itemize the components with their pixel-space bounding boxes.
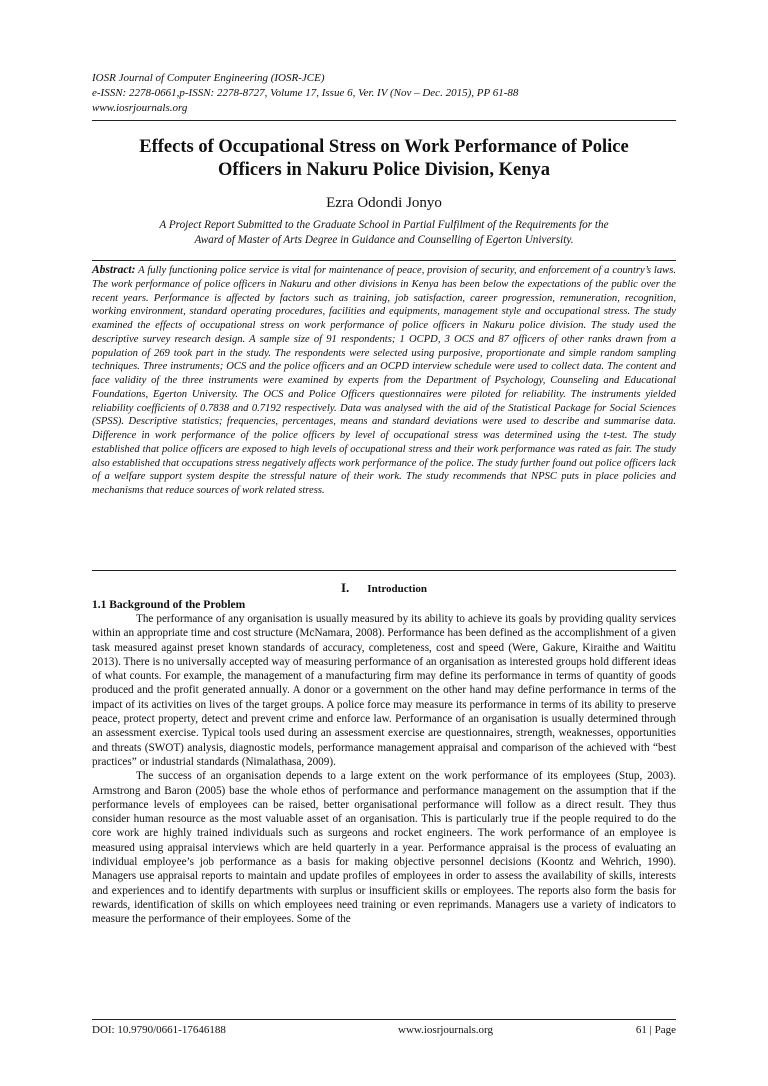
submission-line-1: A Project Report Submitted to the Graduate School in Partial Fulfilment of the Requirements for the (159, 219, 609, 231)
footer-doi: DOI: 10.9790/0661-17646188 (92, 1024, 226, 1036)
title-line-2: Officers in Nakuru Police Division, Kenya (218, 160, 550, 180)
journal-website: www.iosrjournals.org (92, 102, 188, 114)
journal-header (92, 71, 676, 116)
body-paragraph: The success of an organisation depends to a large extent on the work performance of its employees (Stup, 2003). Armstrong and Baron (2005) base the whole ethos of performance and performance management on the assumption that if the performance levels of employees can be raised, better organisational performance will follow as a direct result. They thus consider human resource as the most valuable asset of an organisation. This is particularly true if the people required to do the core work are highly trained individuals such as surgeons and rocket engineers. The work performance of an employee is measured using appraisal interviews which are held quarterly in a year. Performance appraisal is the process of evaluating an individual employee’s job performance as a basis for making objective personnel decisions (Koontz and Wehrich, 1990). Managers use appraisal reports to maintain and update profiles of employees in order to assess the availability of skills, interests and experiences and to identify departments with surplus or insufficient skills or employees. The reports also form the basis for rewards, identification of skills on which employees need training or even reprimands. Managers use a variety of indicators to measure the performance of their employees. Some of the (92, 770, 676, 926)
footer-website: www.iosrjournals.org (398, 1024, 494, 1036)
page-number: 61 | Page (635, 1024, 676, 1036)
abstract-label: Abstract: (92, 264, 136, 276)
abstract (92, 264, 676, 498)
author-name: Ezra Odondi Jonyo (326, 195, 442, 211)
subsection-heading: 1.1 Background of the Problem (92, 599, 246, 611)
submission-line-2: Award of Master of Arts Degree in Guidance and Counselling of Egerton University. (194, 234, 574, 246)
header-rule (92, 120, 676, 121)
footer-rule (92, 1019, 676, 1020)
section-heading (92, 580, 676, 597)
title-line-1: Effects of Occupational Stress on Work Performance of Police (139, 137, 629, 157)
section-number: I. (340, 580, 350, 595)
document-page (92, 0, 676, 1086)
issn-line: e-ISSN: 2278-0661,p-ISSN: 2278-8727, Volume 17, Issue 6, Ver. IV (Nov – Dec. 2015), PP 61-88 (92, 87, 519, 99)
abstract-text: A fully functioning police service is vital for maintenance of peace, provision of security, and enforcement of a country’s laws. The work performance of police officers in Nakuru and other divisions in Kenya has been below the expectations of the public over the recent years. Performance is affected by factors such as training, job satisfaction, career progression, remuneration, recognition, working environment, standard operating procedures, facilities and equipments, management style and occupational stress. The study examined the effects of occupational stress on work performance of police officers in Nakuru police division. The study used the descriptive survey research design. A sample size of 91 respondents; 1 OCPD, 3 OCS and 87 officers of other ranks drawn from a population of 269 took part in the study. The respondents were selected using purposive, proportionate and simple random sampling techniques. Three instruments; OCS and the police officers and an OCPD interview schedule were used to collect data. The content and face validity of the three instruments were examined by experts from the Department of Psychology, Counseling and Educational Foundations, Egerton University. The OCS and Police Officers questionnaires were piloted for reliability. The instruments yielded reliability coefficients of 0.7838 and 0.7192 respectively. Data was analysed with the aid of the Statistical Package for Social Sciences (SPSS). Descriptive statistics; frequencies, percentages, means and standard deviations were used to describe and summarise data. Difference in work performance of the police officers by level of occupational stress was determined using the t-test. The study established that police officers are exposed to high levels of occupational stress and their work performance was rated as fair. The study also established that occupations stress negatively affects work performance of the police. The study further found out police officers lack of a welfare support system despite the stressful nature of their work. The study recommends that NPSC puts in place policies and mechanisms that reduce sources of work related stress. (92, 265, 676, 496)
body-paragraph: The performance of any organisation is usually measured by its ability to achieve its goals by providing quality services within an appropriate time and cost structure (McNamara, 2008). Performance has been defined as the accomplishment of a given task measured against preset known standards of accuracy, completeness, cost and speed (Were, Gakure, Kiraithe and Waititu 2013). There is no universally accepted way of measuring performance of an organisation as interested groups hold different ideas of what counts. For example, the management of a manufacturing firm may define its performance in terms of quantity of goods produced and the profit generated annually. A donor or a government on the other hand may define performance in terms of the impact of its activities on lives of the target groups. A police force may measure its performance in terms of its ability to preserve peace, protect property, detect and prevent crime and enforce law. Performance of an organisation is usually determined through an assessment exercise. Typical tools used during an assessment exercise are questionnaires, strength, weaknesses, opportunities and threats (SWOT) analysis, diagnostic models, performance management appraisal and comparison of the achieved with “best practices” or industrial standards (Nimalathasa, 2009). (92, 613, 676, 768)
abstract-top-rule (92, 260, 676, 261)
section-title: Introduction (367, 583, 427, 595)
journal-name: IOSR Journal of Computer Engineering (IOSR-JCE) (92, 72, 325, 84)
submission-statement (100, 218, 668, 248)
body-text (92, 612, 676, 927)
abstract-bottom-rule (92, 570, 676, 571)
paper-title (92, 136, 676, 182)
